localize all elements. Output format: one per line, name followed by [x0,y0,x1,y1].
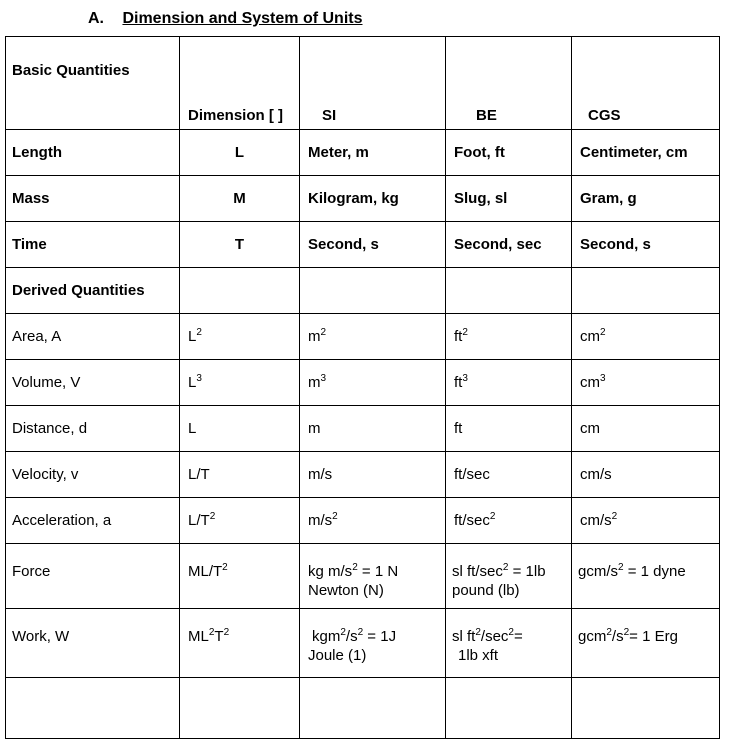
table-row-time [6,222,720,268]
row-cgs: Centimeter, cm [572,130,720,176]
empty-cell [300,678,446,739]
table-row-volume [6,360,720,406]
table-row-derived-title [6,268,720,314]
row-si: m/s [300,452,446,498]
header-basic-quantities: Basic Quantities [6,37,180,130]
table-row-length [6,130,720,176]
row-cgs: gcm/$s^2 = 1$ dyne [572,544,720,609]
row-dimension: L [180,406,300,452]
row-dimension: $L/T^2$ [180,498,300,544]
row-dimension: $ML^2T^2$ [180,609,300,678]
table-row-empty [6,678,720,739]
section-letter: A. [88,10,104,27]
row-cgs: Gram, g [572,176,720,222]
table-row-velocity [6,452,720,498]
row-si: Second, s [300,222,446,268]
row-si: $m/s^2$ [300,498,446,544]
row-cgs: Second, s [572,222,720,268]
row-be: $ft^2$ [446,314,572,360]
table-row-area [6,314,720,360]
row-name: Mass [6,176,180,222]
derived-quantities-title: Derived Quantities [6,268,180,314]
row-cgs: cm [572,406,720,452]
row-dimension: $L^3$ [180,360,300,406]
empty-cell [446,268,572,314]
row-si: m [300,406,446,452]
section-title: Dimension and System of Units [122,10,363,27]
row-name: Force [6,544,180,609]
row-cgs: $cm^3$ [572,360,720,406]
table-row-mass [6,176,720,222]
row-name: Acceleration, a [6,498,180,544]
empty-cell [572,268,720,314]
row-be: ft/sec [446,452,572,498]
table-row-work [6,609,720,678]
empty-cell [300,268,446,314]
row-name: Area, A [6,314,180,360]
row-dimension: L [180,130,300,176]
header-cgs: CGS [572,37,720,130]
section-heading [88,10,363,28]
empty-cell [572,678,720,739]
row-dimension: T [180,222,300,268]
row-si: kg $m/s^2 = 1$ N Newton (N) [300,544,446,609]
row-dimension: L/T [180,452,300,498]
row-be: ft [446,406,572,452]
table-header-row [6,37,720,130]
row-si: $m^3$ [300,360,446,406]
empty-cell [180,678,300,739]
row-si: $kgm^2/s^2 = 1J$ Joule (1) [300,609,446,678]
row-be: Slug, sl [446,176,572,222]
row-name: Length [6,130,180,176]
row-cgs: $cm/s^2$ [572,498,720,544]
empty-cell [6,678,180,739]
row-si: Kilogram, kg [300,176,446,222]
row-be: sl $ft/\sec^2 = 1lb$ pound (lb) [446,544,572,609]
header-be: BE [446,37,572,130]
units-table [5,36,720,739]
row-be: sl $ft^2/\sec^2=$ 1lb xft [446,609,572,678]
row-be: $ft/\sec^2$ [446,498,572,544]
header-dimension: Dimension [ ] [180,37,300,130]
row-si: Meter, m [300,130,446,176]
row-be: Foot, ft [446,130,572,176]
row-be: Second, sec [446,222,572,268]
table-row-force [6,544,720,609]
row-name: Work, W [6,609,180,678]
row-cgs: cm/s [572,452,720,498]
row-be: $ft^3$ [446,360,572,406]
row-cgs: $cm^2$ [572,314,720,360]
row-si: $m^2$ [300,314,446,360]
table-row-acceleration [6,498,720,544]
empty-cell [180,268,300,314]
row-cgs: $gcm^2/s^2= 1$ Erg [572,609,720,678]
row-name: Volume, V [6,360,180,406]
row-name: Time [6,222,180,268]
empty-cell [446,678,572,739]
row-dimension: $L^2$ [180,314,300,360]
table-row-distance [6,406,720,452]
row-name: Velocity, v [6,452,180,498]
row-dimension: $ML/T^2$ [180,544,300,609]
header-si: SI [300,37,446,130]
row-dimension: M [180,176,300,222]
row-name: Distance, d [6,406,180,452]
